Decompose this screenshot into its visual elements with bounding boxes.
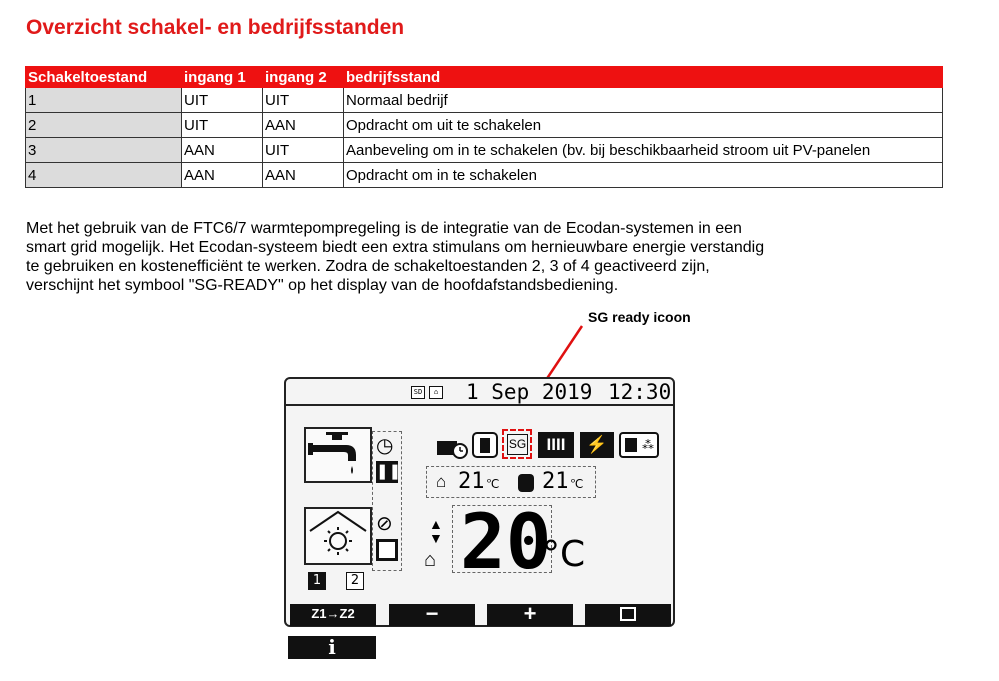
zone-2-indicator: 2 xyxy=(346,572,364,590)
table-row xyxy=(26,138,943,163)
table-cell: 2 xyxy=(26,113,182,138)
sg-ready-callout: SG ready icoon xyxy=(588,309,691,325)
table-cell: Normaal bedrijf xyxy=(344,88,943,113)
info-button[interactable]: i xyxy=(288,636,376,659)
table-cell: AAN xyxy=(182,138,263,163)
zone-1-indicator: 1 xyxy=(308,572,326,590)
paragraph-line: smart grid mogelijk. Het Ecodan-systeem biedt een extra stimulans om hernieuwbare energie verstandig xyxy=(26,239,765,256)
tank-temperature: 21 xyxy=(542,469,569,494)
room-temperature: 21 xyxy=(458,469,485,494)
table-cell: UIT xyxy=(263,88,344,113)
display-time: 12:30 xyxy=(608,380,672,404)
switch-state-table xyxy=(25,66,943,188)
table-cell: 3 xyxy=(26,138,182,163)
sd-card-icon: SD xyxy=(411,386,425,399)
column-header: bedrijfsstand xyxy=(344,67,943,88)
heater-bars-icon: IIII xyxy=(538,432,574,458)
holiday-timer-icon xyxy=(436,435,468,459)
electric-heater-icon: ⚡ xyxy=(580,432,614,458)
tank-temperature-unit: ℃ xyxy=(570,477,584,491)
heat-pump-unit-icon: ⁂ xyxy=(619,432,659,458)
paragraph-line: Met het gebruik van de FTC6/7 warmtepompregeling is de integratie van de Ecodan-systemen in een xyxy=(26,220,742,237)
display-status-bar xyxy=(286,379,673,406)
table-cell: UIT xyxy=(182,88,263,113)
pause-icon: ❚❚ xyxy=(376,461,398,483)
description-paragraph xyxy=(26,219,946,295)
table-cell: Opdracht om in te schakelen xyxy=(344,163,943,188)
display-date: 1 Sep 2019 xyxy=(466,380,593,404)
table-row xyxy=(26,163,943,188)
column-header: Schakeltoestand xyxy=(26,67,182,88)
paragraph-line: te gebruiken en kostenefficiënt te werken. Zodra de schakeltoestanden 2, 3 of 4 geactiveerd zijn, xyxy=(26,258,710,275)
plus-softkey[interactable]: + xyxy=(487,604,573,626)
main-temperature: 20 xyxy=(460,497,552,586)
table-cell: UIT xyxy=(182,113,263,138)
table-cell: AAN xyxy=(263,163,344,188)
minus-softkey[interactable]: − xyxy=(389,604,475,626)
paragraph-line: verschijnt het symbool "SG-READY" op het display van de hoofdafstandsbediening. xyxy=(26,277,619,294)
sg-ready-highlight xyxy=(502,429,532,459)
menu-softkey[interactable] xyxy=(585,604,671,626)
house-thermometer-icon: ⌂ xyxy=(424,549,437,571)
room-temperature-unit: ℃ xyxy=(486,477,500,491)
column-header: ingang 2 xyxy=(263,67,344,88)
zone-switch-softkey[interactable]: Z1→Z2 xyxy=(290,604,376,626)
table-cell: Aanbeveling om in te schakelen (bv. bij beschikbaarheid stroom uit PV-panelen xyxy=(344,138,943,163)
table-cell: UIT xyxy=(263,138,344,163)
remote-controller-display xyxy=(284,377,675,627)
prohibited-icon: ⊘ xyxy=(376,513,393,535)
table-cell: 4 xyxy=(26,163,182,188)
table-cell: Opdracht om uit te schakelen xyxy=(344,113,943,138)
table-cell: AAN xyxy=(263,113,344,138)
table-cell: AAN xyxy=(182,163,263,188)
stop-square-icon xyxy=(376,539,398,561)
house-lock-icon: ⌂ xyxy=(429,386,443,399)
table-cell: 1 xyxy=(26,88,182,113)
tank-thermometer-icon xyxy=(518,474,534,492)
heating-house-icon xyxy=(304,507,372,565)
hot-water-tap-icon xyxy=(304,427,372,483)
timer-clock-icon: ◷ xyxy=(376,435,394,457)
table-row xyxy=(26,88,943,113)
up-down-arrow-icon: ▲ ▼ xyxy=(429,516,443,546)
table-header-row xyxy=(26,67,943,88)
tank-icon xyxy=(472,432,498,458)
page-title: Overzicht schakel- en bedrijfsstanden xyxy=(26,16,405,39)
main-temperature-unit: °C xyxy=(542,534,586,575)
room-thermometer-icon: ⌂ xyxy=(436,472,447,491)
menu-grid-icon xyxy=(620,607,636,621)
sg-ready-icon: SG xyxy=(507,434,528,455)
column-header: ingang 1 xyxy=(182,67,263,88)
table-row xyxy=(26,113,943,138)
